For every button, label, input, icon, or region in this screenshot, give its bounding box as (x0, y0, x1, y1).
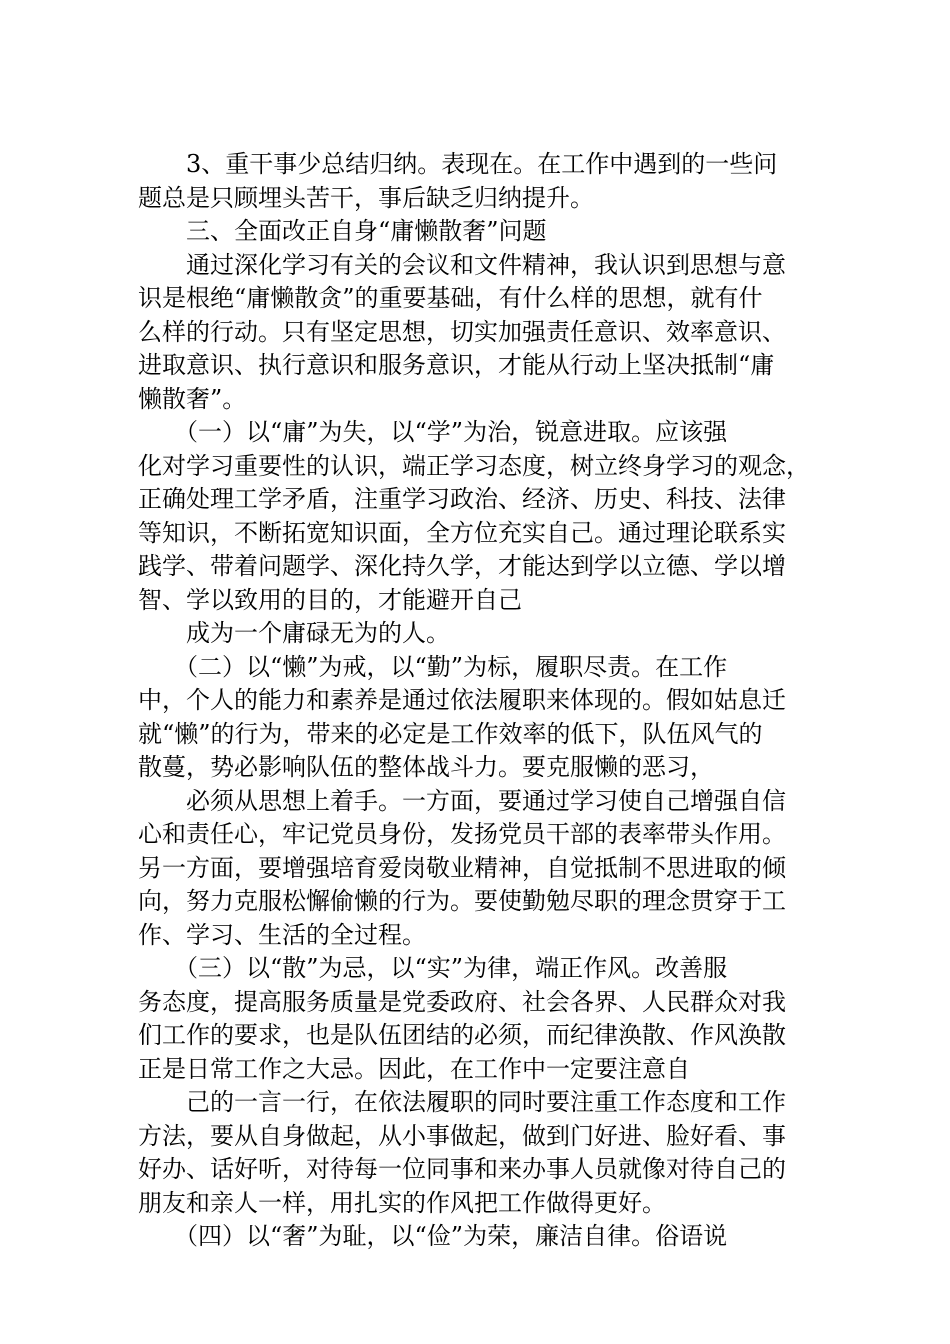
text-line: （一）以“庸”为失，以“学”为治，锐意进取。应该强 (174, 418, 728, 446)
text-line: 朋友和亲人一样，用扎实的作风把工作做得更好。 (138, 1188, 666, 1217)
text-line: 么样的行动。只有坚定思想，切实加强责任意识、效率意识、 (138, 317, 786, 346)
text-line: 己的一言一行，在依法履职的同时要注重工作态度和工作 (186, 1088, 786, 1116)
text-line: 务态度，提高服务质量是党委政府、社会各界、人民群众对我 (138, 987, 786, 1016)
text-line: 3、重干事少总结归纳。表现在。在工作中遇到的一些问 (186, 150, 778, 178)
text-line: 正是日常工作之大忌。因此，在工作中一定要注意自 (138, 1054, 690, 1083)
text-line: （三）以“散”为忌，以“实”为律，端正作风。改善服 (174, 954, 728, 982)
document-body (138, 148, 838, 1254)
text-line: 智、学以致用的目的，才能避开自己 (138, 585, 522, 614)
text-line: 通过深化学习有关的会议和文件精神，我认识到思想与意 (186, 250, 786, 279)
text-line: （二）以“懒”为戒，以“勤”为标，履职尽责。在工作 (174, 652, 728, 681)
text-line: 好办、话好听，对待每一位同事和来办事人员就像对待自己的 (138, 1155, 786, 1183)
text-line: 懒散奢”。 (138, 384, 247, 413)
text-line: 心和责任心，牢记党员身份，发扬党员干部的表率带头作用。 (138, 820, 786, 848)
text-line: 另一方面，要增强培育爱岗敬业精神，自觉抵制不思进取的倾 (138, 853, 786, 882)
text-line: 化对学习重要性的认识，端正学习态度，树立终身学习的观念， (138, 451, 810, 480)
text-line: 题总是只顾埋头苦干，事后缺乏归纳提升。 (138, 183, 594, 212)
text-line: 三、全面改正自身“庸懒散奢”问题 (186, 217, 547, 245)
text-line: 成为一个庸碌无为的人。 (186, 619, 450, 647)
text-line: 正确处理工学矛盾，注重学习政治、经济、历史、科技、法律 (138, 485, 786, 513)
text-line: 必须从思想上着手。一方面，要通过学习使自己增强自信 (186, 786, 786, 815)
text-line: 就“懒”的行为，带来的必定是工作效率的低下，队伍风气的 (138, 719, 763, 748)
text-line: 进取意识、执行意识和服务意识，才能从行动上坚决抵制“庸 (138, 351, 775, 379)
text-line: 向，努力克服松懈偷懒的行为。要使勤勉尽职的理念贯穿于工 (138, 887, 786, 915)
text-line: 中，个人的能力和素养是通过依法履职来体现的。假如姑息迁 (138, 686, 786, 714)
text-line: 识是根绝“庸懒散贪”的重要基础，有什么样的思想，就有什 (138, 284, 763, 312)
text-line: 方法，要从自身做起，从小事做起，做到门好进、脸好看、事 (138, 1121, 786, 1150)
text-line: 等知识，不断拓宽知识面，全方位充实自己。通过理论联系实 (138, 518, 786, 547)
text-line: 们工作的要求，也是队伍团结的必须，而纪律涣散、作风涣散 (138, 1021, 786, 1049)
text-line: 散蔓，势必影响队伍的整体战斗力。要克服懒的恶习， (138, 753, 714, 781)
text-line: 作、学习、生活的全过程。 (138, 920, 426, 949)
text-line: 践学、带着问题学、深化持久学，才能达到学以立德、学以增 (138, 552, 786, 580)
text-line: （四）以“奢”为耻，以“俭”为荣，廉洁自律。俗语说 (174, 1222, 728, 1250)
